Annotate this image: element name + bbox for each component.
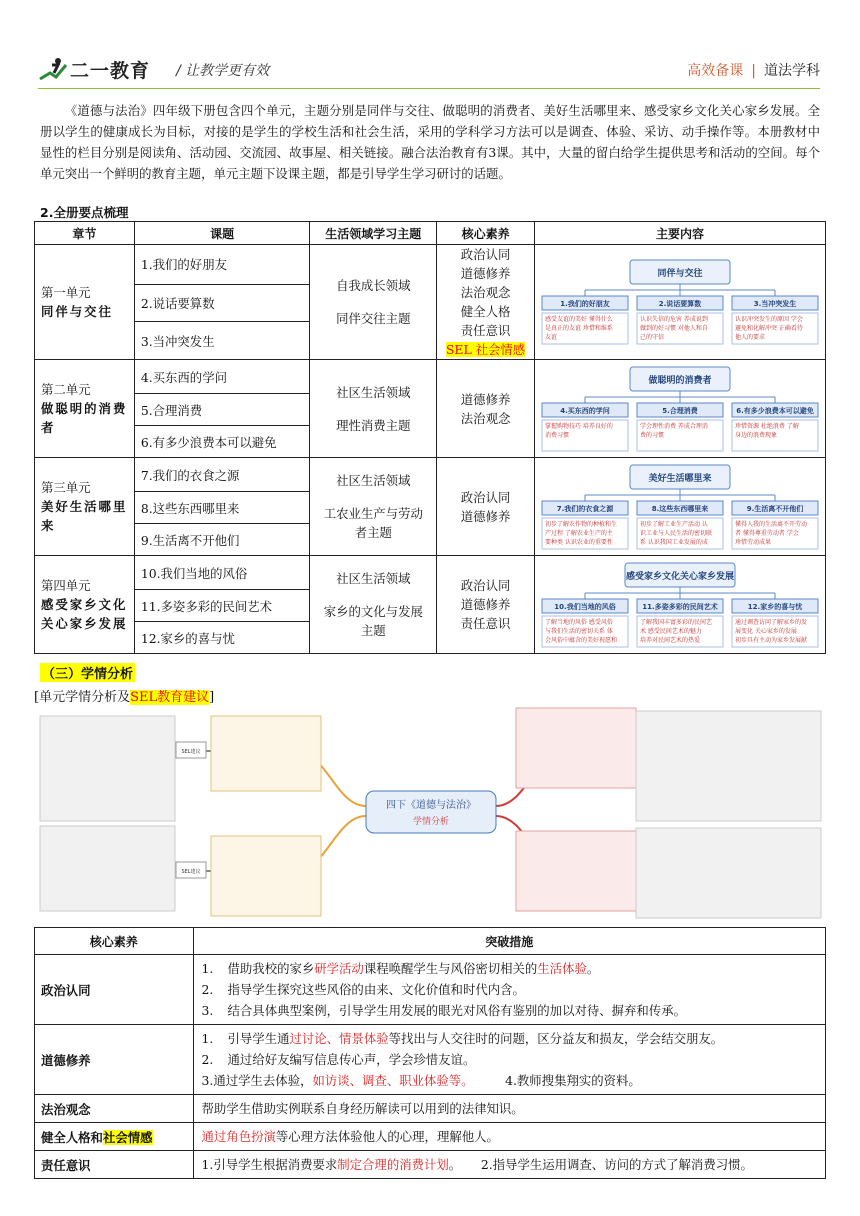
- unit-name: 同伴与交往: [41, 304, 113, 319]
- measure-number: 1.: [201, 1031, 214, 1046]
- measure-text: 。 2.指导学生运用调查、访问的方式了解消费习惯。: [448, 1157, 753, 1172]
- logo: [38, 56, 150, 83]
- map-note-line: 者 懂得尊重劳动者 学会: [734, 529, 799, 537]
- measure-text: 引导学生通: [227, 1031, 290, 1046]
- literacy-item: 责任意识: [460, 323, 511, 338]
- mindmap-center-sub: 学情分析: [412, 817, 450, 827]
- measure-line: [202, 1000, 817, 1021]
- map-note-line: 是真正的友谊 珍惜和维系: [544, 325, 613, 332]
- col-header-measures: 突破措施: [193, 928, 825, 955]
- measures-row: [35, 1151, 826, 1179]
- theme-text: 理性消费主题: [336, 417, 411, 433]
- header-tag-b: 道法学科: [764, 63, 820, 79]
- literacy-item: 政治认同: [460, 578, 511, 593]
- measure-text: 4.教师搜集翔实的资料。: [473, 1073, 641, 1088]
- analysis-mindmap: [36, 706, 826, 921]
- measure-line: [202, 1126, 817, 1147]
- measures-row: [35, 1025, 826, 1095]
- map-note-line: 了解当地的风俗 感受风俗: [544, 618, 613, 626]
- map-note-line: 身边的浪费现象: [734, 431, 777, 439]
- map-note-line: 感受友谊的美好 懂得什么: [544, 316, 613, 323]
- subtitle-post: ]: [209, 690, 215, 705]
- measure-text: 指导学生探究这些风俗的由来、文化价值和时代内含。: [227, 982, 525, 997]
- core-literacy-label: [35, 1025, 194, 1095]
- core-literacy-label: [35, 955, 194, 1025]
- map-item-label: 5.合理消费: [662, 406, 698, 415]
- map-item-label: 10.我们当地的风俗: [554, 602, 616, 611]
- literacy-item: 法治观念: [460, 285, 511, 300]
- map-note-line: 认识失信的危害 养成说到: [639, 316, 708, 323]
- measures-header-row: [35, 928, 826, 955]
- measure-line: [202, 979, 817, 1000]
- domain-text: 自我成长领域: [336, 278, 411, 293]
- map-note-line: 培养对民间艺术的热爱: [639, 636, 700, 644]
- map-note-line: 认识冲突发生的原因 学会: [734, 316, 803, 323]
- unit-number: 第四单元: [41, 578, 91, 593]
- col-header-domain: 生活领域学习主题: [310, 222, 437, 245]
- domain-text: 社区生活领域: [336, 571, 411, 586]
- header-divider: [38, 88, 820, 89]
- overview-row: [35, 245, 826, 285]
- map-note-line: 避免和化解冲突 正确看待: [734, 325, 803, 332]
- core-literacy-label: [35, 1123, 194, 1151]
- map-note-line: 通过调查访问了解家乡的发: [734, 618, 807, 626]
- section-3-subtitle: [34, 686, 214, 705]
- map-note-line: 学会理性消费 养成合理消: [639, 422, 708, 430]
- col-header-core: 核心素养: [35, 928, 194, 955]
- runner-logo-icon: [38, 57, 68, 83]
- measures-cell: [193, 1095, 825, 1123]
- measures-row: [35, 1123, 826, 1151]
- core-literacy-highlight: 社会情感: [102, 1129, 153, 1145]
- measures-row: [35, 955, 826, 1025]
- measures-table: [34, 927, 826, 1179]
- lesson-cell: 2.说话要算数: [134, 284, 310, 322]
- measure-text: 过讨论、情景体验: [289, 1031, 389, 1046]
- col-header-literacy: 核心素养: [437, 222, 535, 245]
- map-note-line: 费的习惯: [639, 431, 664, 439]
- core-literacy-label: [35, 1095, 194, 1123]
- content-map: [540, 258, 820, 346]
- measure-text: 结合具体典型案例，引导学生用发展的眼光对风俗有鉴别的加以对待、摒弃和传承。: [227, 1003, 686, 1018]
- map-note-line: 识工业与人民生活的密切联: [639, 529, 712, 537]
- content-map: [540, 365, 820, 453]
- measure-text: 通过给好友编写信息传心声，学会珍惜友谊。: [227, 1052, 476, 1067]
- literacy-item: 道德修养: [460, 597, 511, 612]
- overview-row: [35, 556, 826, 590]
- page-header: [38, 52, 820, 86]
- unit-cell: [35, 245, 135, 360]
- map-note-line: 系 认识我国工业发展的成: [639, 538, 708, 546]
- lesson-cell: 6.有多少浪费本可以避免: [134, 426, 310, 458]
- unit-number: 第三单元: [41, 480, 91, 495]
- core-literacy-text: 法治观念: [41, 1101, 91, 1117]
- section-3-title: （三）学情分析: [40, 663, 135, 682]
- overview-row: [35, 458, 826, 492]
- map-title: 同伴与交往: [657, 269, 703, 279]
- map-note-line: 己的守信: [639, 334, 664, 341]
- lesson-cell: 7.我们的衣食之源: [134, 458, 310, 492]
- core-literacy-text: 责任意识: [41, 1157, 91, 1173]
- map-note-line: 初步了解农作物的种植和生: [544, 520, 617, 528]
- map-note-line: 友谊: [544, 334, 557, 341]
- svg-text:SEL建议: SEL建议: [181, 749, 201, 755]
- map-note-line: 与我们生活的密切关系 体: [544, 627, 613, 635]
- map-note-line: 术 感受民间艺术的魅力: [639, 627, 702, 635]
- measures-cell: [193, 955, 825, 1025]
- measures-row: [35, 1095, 826, 1123]
- domain-cell: [310, 556, 437, 654]
- map-note-line: 展变化 关心家乡的发展: [734, 627, 797, 635]
- sel-badge: SEL 社会情感: [445, 342, 526, 357]
- unit-cell: [35, 556, 135, 654]
- measure-text: 研学活动: [314, 961, 364, 976]
- measure-text: 制定合理的消费计划: [337, 1157, 449, 1172]
- measure-text: 课程唤醒学生与风俗密切相关的: [363, 961, 538, 976]
- map-note-line: 初步具有主动为家乡发展献: [734, 636, 807, 644]
- map-connectors: [585, 284, 775, 296]
- map-note-line: 懂得人我的生活离不开劳动: [734, 520, 807, 528]
- map-note-line: 做到的好习惯 对他人和自: [639, 325, 708, 332]
- measure-text: 等找出与人交往时的问题，区分益友和损友，学会结交朋友。: [388, 1031, 724, 1046]
- subtitle-highlight: SEL教育建议: [130, 690, 210, 705]
- map-note-line: 珍惜劳动成果: [734, 538, 771, 546]
- map-item-label: 6.有多少浪费本可以避免: [736, 406, 814, 415]
- map-connectors: [585, 391, 775, 403]
- literacy-highlight: [437, 340, 534, 359]
- lesson-cell: 5.合理消费: [134, 394, 310, 426]
- literacy-item: 道德修养: [460, 266, 511, 281]
- slogan: / 让教学更有效: [176, 63, 270, 79]
- measures-cell: [193, 1123, 825, 1151]
- content-map: [540, 463, 820, 551]
- map-note-line: 珍惜资源 杜绝浪费 了解: [734, 422, 799, 430]
- map-connectors: [585, 587, 775, 599]
- measure-number: 3.: [201, 1003, 214, 1018]
- col-header-chapter: 章节: [35, 222, 135, 245]
- map-item-label: 1.我们的好朋友: [560, 300, 610, 308]
- overview-table: [34, 221, 826, 654]
- overview-row: [35, 360, 826, 394]
- map-item-label: 4.买东西的学问: [560, 406, 610, 415]
- core-literacy-text: 政治认同: [41, 982, 91, 998]
- map-item-label: 3.当冲突发生: [753, 300, 797, 308]
- map-note-line: 初步了解工业生产活动 认: [639, 520, 708, 528]
- measure-line: [202, 1098, 817, 1119]
- map-title: 美好生活哪里来: [648, 473, 712, 484]
- mindmap-sel-node: [176, 862, 206, 878]
- map-item-label: 7.我们的衣食之源: [556, 504, 614, 513]
- domain-cell: [310, 458, 437, 556]
- measure-number: 2.: [201, 1052, 214, 1067]
- lesson-cell: 3.当冲突发生: [134, 322, 310, 360]
- literacy-cell: [437, 360, 535, 458]
- measures-cell: [193, 1151, 825, 1179]
- measure-text: 帮助学生借助实例联系自身经历解读可以用到的法律知识。: [201, 1101, 524, 1116]
- lesson-cell: 11.多姿多彩的民间艺术: [134, 590, 310, 622]
- map-item-label: 11.多姿多彩的民间艺术: [642, 602, 718, 611]
- theme-text: 同伴交往主题: [336, 311, 411, 326]
- unit-name: 做聪明的消费者: [41, 401, 128, 435]
- literacy-item: 道德修养: [460, 391, 511, 407]
- domain-text: 社区生活领域: [336, 384, 411, 400]
- literacy-item: 道德修养: [460, 508, 511, 524]
- lesson-cell: 12.家乡的喜与忧: [134, 622, 310, 654]
- domain-cell: [310, 245, 437, 360]
- subtitle-pre: [单元学情分析及: [34, 690, 131, 705]
- map-note-line: 他人的要求: [734, 334, 765, 341]
- measure-text: 借助我校的家乡: [227, 961, 315, 976]
- unit-cell: [35, 360, 135, 458]
- core-literacy-label: [35, 1151, 194, 1179]
- unit-cell: [35, 458, 135, 556]
- domain-text: 社区生活领域: [336, 473, 411, 488]
- map-note-line: 会风俗中蕴含的美好祝愿和: [544, 636, 617, 644]
- measure-text: 1.引导学生根据消费要求: [201, 1157, 338, 1172]
- literacy-item: 政治认同: [460, 247, 511, 262]
- col-header-lesson: 课题: [134, 222, 310, 245]
- unit-number: 第一单元: [41, 285, 91, 300]
- overview-header-row: [35, 222, 826, 245]
- header-right: [687, 60, 820, 80]
- literacy-item: 责任意识: [460, 616, 511, 631]
- content-map-cell: [534, 556, 825, 654]
- theme-text: 家乡的文化与发展主题: [323, 604, 423, 638]
- map-note-line: 要种类 认识农业的重要性: [544, 538, 613, 546]
- lesson-cell: 1.我们的好朋友: [134, 245, 310, 285]
- content-map-cell: [534, 245, 825, 360]
- measure-line: [202, 1049, 817, 1070]
- section-2-title: 2.全册要点梳理: [40, 205, 129, 220]
- literacy-cell: [437, 556, 535, 654]
- map-note-line: 掌握购物技巧 培养良好的: [544, 422, 613, 430]
- theme-text: 工农业生产与劳动者主题: [323, 506, 423, 540]
- unit-number: 第二单元: [41, 382, 91, 397]
- mindmap-center-title: 四下《道德与法治》: [386, 800, 476, 811]
- measure-text: 通过角色扮演: [201, 1129, 276, 1144]
- measure-text: 生活体验: [537, 961, 587, 976]
- map-title: 做聪明的消费者: [648, 375, 712, 386]
- measure-number: 2.: [201, 982, 214, 997]
- literacy-item: 政治认同: [460, 489, 511, 505]
- measure-text: 如访谈、调查、职业体验等。: [312, 1073, 474, 1088]
- content-map: [540, 561, 820, 649]
- lesson-cell: 9.生活离不开他们: [134, 524, 310, 556]
- measure-text: 3.通过学生去体验，: [201, 1073, 313, 1088]
- map-item-label: 9.生活离不开他们: [746, 504, 804, 513]
- map-item-label: 8.这些东西哪里来: [651, 504, 709, 513]
- svg-text:SEL建议: SEL建议: [181, 869, 201, 875]
- measure-line: [202, 958, 817, 979]
- content-map-cell: [534, 458, 825, 556]
- measure-line: [202, 1070, 817, 1091]
- intro-paragraph: 《道德与法治》四年级下册包含四个单元，主题分别是同伴与交往、做聪明的消费者、美好生活哪里来、感受家乡文化关心家乡发展。全册以学生的健康成长为目标，对接的是学生的学校生活和社会生活，采用的学科学习方法可以是调查、体验、采访、动手操作等。本册教材中显性的栏目分别是阅读角、活动园、交流园、故事屋、相关链接。融合法治教育有3课。其中，大量的留白给学生提供思考和活动的空间。每个单元突出一个鲜明的教育主题，单元主题下设课主题，都是引导学生学习研讨的话题。: [40, 103, 820, 181]
- map-connectors: [585, 489, 775, 501]
- lesson-cell: 4.买东西的学问: [134, 360, 310, 394]
- map-note-line: 了解我国丰富多彩的民间艺: [639, 618, 712, 626]
- unit-name: 美好生活哪里来: [41, 499, 128, 533]
- map-item-label: 2.说话要算数: [658, 300, 702, 308]
- literacy-cell: [437, 245, 535, 360]
- domain-cell: [310, 360, 437, 458]
- map-note-line: 消费习惯: [544, 431, 569, 439]
- header-tag-a: 高效备课: [687, 63, 744, 79]
- measure-number: 1.: [201, 961, 214, 976]
- measure-text: 等心理方法体验他人的心理，理解他人。: [275, 1129, 499, 1144]
- literacy-item: 法治观念: [460, 410, 511, 426]
- literacy-item: 健全人格: [460, 304, 511, 319]
- core-literacy-text: 道德修养: [41, 1052, 91, 1068]
- measure-line: [202, 1154, 817, 1175]
- content-map-cell: [534, 360, 825, 458]
- header-sep: |: [751, 63, 756, 79]
- mindmap-sel-node: [176, 742, 206, 758]
- logo-text: 二一教育: [70, 60, 151, 82]
- literacy-cell: [437, 458, 535, 556]
- measure-text: 。: [586, 961, 600, 976]
- lesson-cell: 8.这些东西哪里来: [134, 492, 310, 524]
- measure-line: [202, 1028, 817, 1049]
- unit-name: 感受家乡文化关心家乡发展: [41, 597, 128, 631]
- lesson-cell: 10.我们当地的风俗: [134, 556, 310, 590]
- map-item-label: 12.家乡的喜与忧: [747, 602, 803, 611]
- map-note-line: 产过程 了解农业生产的主: [544, 529, 613, 537]
- map-title: 感受家乡文化关心家乡发展: [625, 571, 734, 582]
- core-literacy-text: 健全人格和: [41, 1129, 103, 1145]
- measures-cell: [193, 1025, 825, 1095]
- col-header-content: 主要内容: [534, 222, 825, 245]
